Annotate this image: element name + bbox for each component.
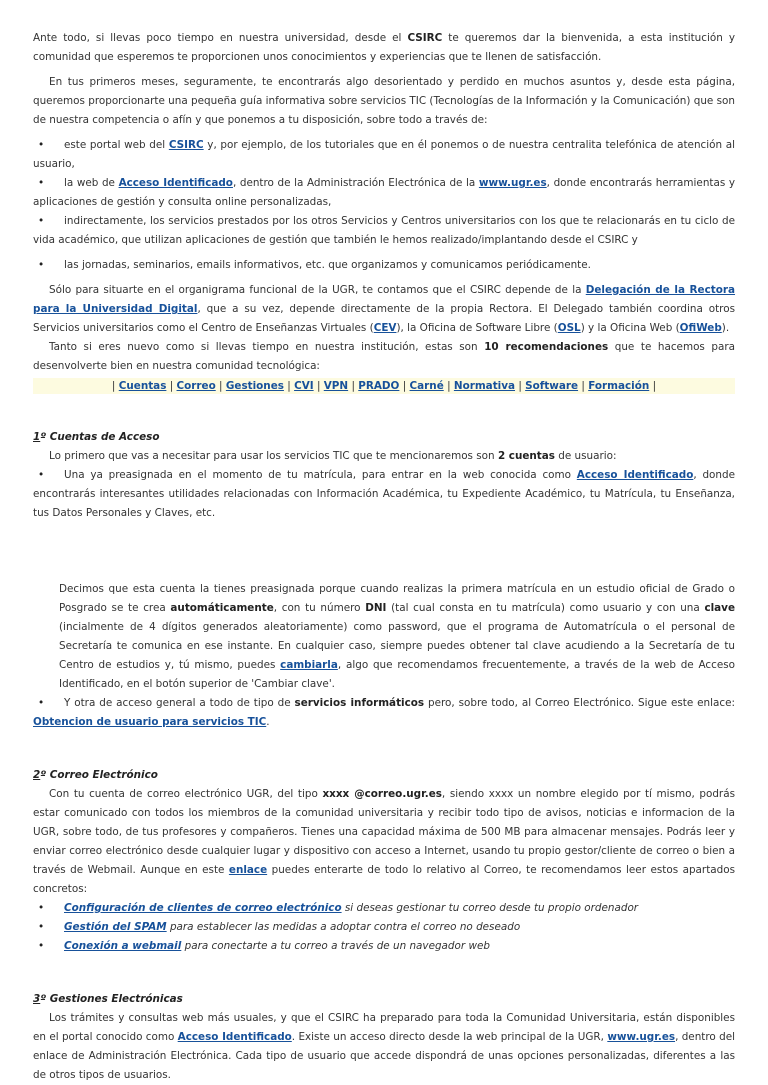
nav-prado-link[interactable]: PRADO — [358, 380, 400, 392]
ugr-website-link[interactable]: www.ugr.es — [478, 177, 547, 189]
list-item: • las jornadas, seminarios, emails informativos, etc. que organizamos y comunicamos periódicamente. — [33, 256, 735, 275]
config-clientes-link[interactable]: Configuración de clientes de correo electrónico — [64, 902, 342, 914]
spacer — [33, 523, 735, 580]
section-1-detail: Decimos que esta cuenta la tienes preasignada porque cuando realizas la primera matrícula en un estudio oficial de Grado o Posgrado se te crea automáticamente, con tu número DNI (tal cual consta en tu matrícula) como usuario y con una clave (incialmente de 4 dígitos generados aleatoriamente) como password, que el programa de Automatrícula o el personal de Secretaría te comunica en ese instante. En cualquier caso, siempre puedes obtener tal clave acudiendo a la Secretaría de tu Centro de estudios y, tú mismo, puedes cambiarla, algo que recomendamos frecuentemente, a través de la web de Acceso Identificado, en el botón superior de 'Cambiar clave'. — [59, 583, 736, 690]
organigram-paragraph: Sólo para situarte en el organigrama funcional de la UGR, te contamos que el CSIRC depende de la Delegación de la Rectora para la Universidad Digital, que a su vez, depende directamente de la propia Rectora. El Delegado también coordina otros Servicios universitarios como el Centro de Enseñanzas Virtuales (CEV), la Oficina de Software Libre (OSL) y la Oficina Web (OfiWeb). — [33, 284, 736, 334]
gestion-spam-link[interactable]: Gestión del SPAM — [64, 921, 167, 933]
list-item: • Una ya preasignada en el momento de tu matrícula, para entrar en la web conocida como Acceso Identificado, donde encontrarás interesantes utilidades relacionadas con Información Académica, tu Expediente Académico, tu Matrícula, tu Enseñanza, tus Datos Personales y Claves, etc. — [33, 466, 735, 523]
intro-paragraph-1: Ante todo, si llevas poco tiempo en nuestra universidad, desde el CSIRC te queremos dar la bienvenida, a esta institución y comunidad que esperemos te proporcionen unos conocimientos y experiencias que te llenen de satisfacción. — [33, 32, 735, 63]
section-2-paragraph: Con tu cuenta de correo electrónico UGR, del tipo xxxx @correo.ugr.es, siendo xxxx un nombre elegido por tí mismo, podrás estar comunicado con todos los miembros de la comunidad universitaria y recibir todo tipo de avisos, noticias e informacion de la UGR, sobre todo, de tus profesores y compañeros. Tienes una capacidad máxima de 500 MB para almacenar mensajes. Podrás leer y enviar correo electrónico desde cualquier lugar y dispositivo con acceso a Internet, usando tu propio gestor/cliente de correo o bien a través de Webmail. Aunque en este enlace puedes enterarte de todo lo relativo al Correo, te recomendamos leer estos apartados concretos: — [33, 788, 736, 895]
intro-paragraph-2: En tus primeros meses, seguramente, te encontrarás algo desorientado y perdido en muchos asuntos y, desde esta página, queremos proporcionarte una pequeña guía informativa sobre servicios TIC (Tecnologías de la Información y la Comunicación) que son de nuestra competencia o afín y que ponemos a tu disposición, sobre todo a través de: — [33, 76, 735, 126]
acceso-identificado-link[interactable]: Acceso Identificado — [576, 469, 694, 481]
correo-enlace-link[interactable]: enlace — [228, 864, 268, 876]
cev-link[interactable]: CEV — [373, 322, 397, 334]
section-1-heading: 1º Cuentas de Acceso — [33, 431, 160, 443]
ofiweb-link[interactable]: OfiWeb — [679, 322, 722, 334]
cambiar-clave-link[interactable]: cambiarla — [280, 659, 338, 671]
nav-cuentas-link[interactable]: Cuentas — [118, 380, 167, 392]
section-2-heading: 2º Correo Electrónico — [33, 769, 158, 781]
nav-cvi-link[interactable]: CVI — [294, 380, 314, 392]
webmail-link[interactable]: Conexión a webmail — [64, 940, 182, 952]
section-3-heading: 3º Gestiones Electrónicas — [33, 993, 183, 1005]
section-1-intro: Lo primero que vas a necesitar para usar los servicios TIC que te mencionaremos son 2 cuentas de usuario: — [49, 450, 617, 462]
recommendations-intro: Tanto si eres nuevo como si llevas tiempo en nuestra institución, estas son 10 recomendaciones que te hacemos para desenvolverte bien en nuestra comunidad tecnológica: — [33, 341, 735, 372]
document-body — [33, 29, 735, 1085]
section-1-list-2 — [33, 694, 735, 732]
nav-normativa-link[interactable]: Normativa — [453, 380, 516, 392]
nav-software-link[interactable]: Software — [525, 380, 579, 392]
acceso-identificado-link[interactable]: Acceso Identificado — [118, 177, 233, 189]
nav-formacion-link[interactable]: Formación — [588, 380, 650, 392]
list-item: • Gestión del SPAM para establecer las medidas a adoptar contra el correo no deseado — [33, 918, 735, 937]
nav-carne-link[interactable]: Carné — [409, 380, 444, 392]
list-item: • Y otra de acceso general a todo de tipo de servicios informáticos pero, sobre todo, al Correo Electrónico. Sigue este enlace: Obtencion de usuario para servicios TIC. — [33, 694, 735, 732]
list-item: • indirectamente, los servicios prestados por los otros Servicios y Centros universitarios con los que te relacionarás en tu ciclo de vida académico, que utilizan aplicaciones de gestión que también le hemos realizado/implantando desde el CSIRC y — [33, 212, 735, 250]
csirc-link[interactable]: CSIRC — [168, 139, 204, 151]
list-item: • Conexión a webmail para conectarte a tu correo a través de un navegador web — [33, 937, 735, 956]
nav-correo-link[interactable]: Correo — [176, 380, 216, 392]
osl-link[interactable]: OSL — [557, 322, 581, 334]
nav-vpn-link[interactable]: VPN — [323, 380, 349, 392]
channels-list — [33, 136, 735, 275]
list-item: • la web de Acceso Identificado, dentro de la Administración Electrónica de la www.ugr.es, donde encontrarás herramientas y aplicaciones de gestión y consulta online personalizadas, — [33, 174, 735, 212]
acceso-identificado-link[interactable]: Acceso Identificado — [177, 1031, 292, 1043]
list-item: • Configuración de clientes de correo electrónico si deseas gestionar tu correo desde tu propio ordenador — [33, 899, 735, 918]
section-2-list — [33, 899, 735, 956]
section-1-list — [33, 466, 735, 523]
obtencion-usuario-link[interactable]: Obtencion de usuario para servicios TIC — [33, 716, 267, 728]
list-item: • este portal web del CSIRC y, por ejemplo, de los tutoriales que en él ponemos o de nuestra centralita telefónica de atención al usuario, — [33, 136, 735, 174]
section-3-paragraph: Los trámites y consultas web más usuales, y que el CSIRC ha preparado para toda la Comunidad Universitaria, están disponibles en el portal conocido como Acceso Identificado. Existe un acceso directo desde la web principal de la UGR, www.ugr.es, dentro del enlace de Administración Electrónica. Cada tipo de usuario que accede dispondrá de unas opciones personalizadas, diferentes a las de otros tipos de usuarios. — [33, 1012, 735, 1081]
delegacion-link[interactable]: Delegación de la Rectora para la Universidad Digital — [33, 284, 736, 315]
recommendations-nav: | Cuentas | Correo | Gestiones | CVI | VPN | PRADO | Carné | Normativa | Software | Formación | — [33, 378, 735, 394]
ugr-website-link[interactable]: www.ugr.es — [607, 1031, 676, 1043]
nav-gestiones-link[interactable]: Gestiones — [225, 380, 284, 392]
